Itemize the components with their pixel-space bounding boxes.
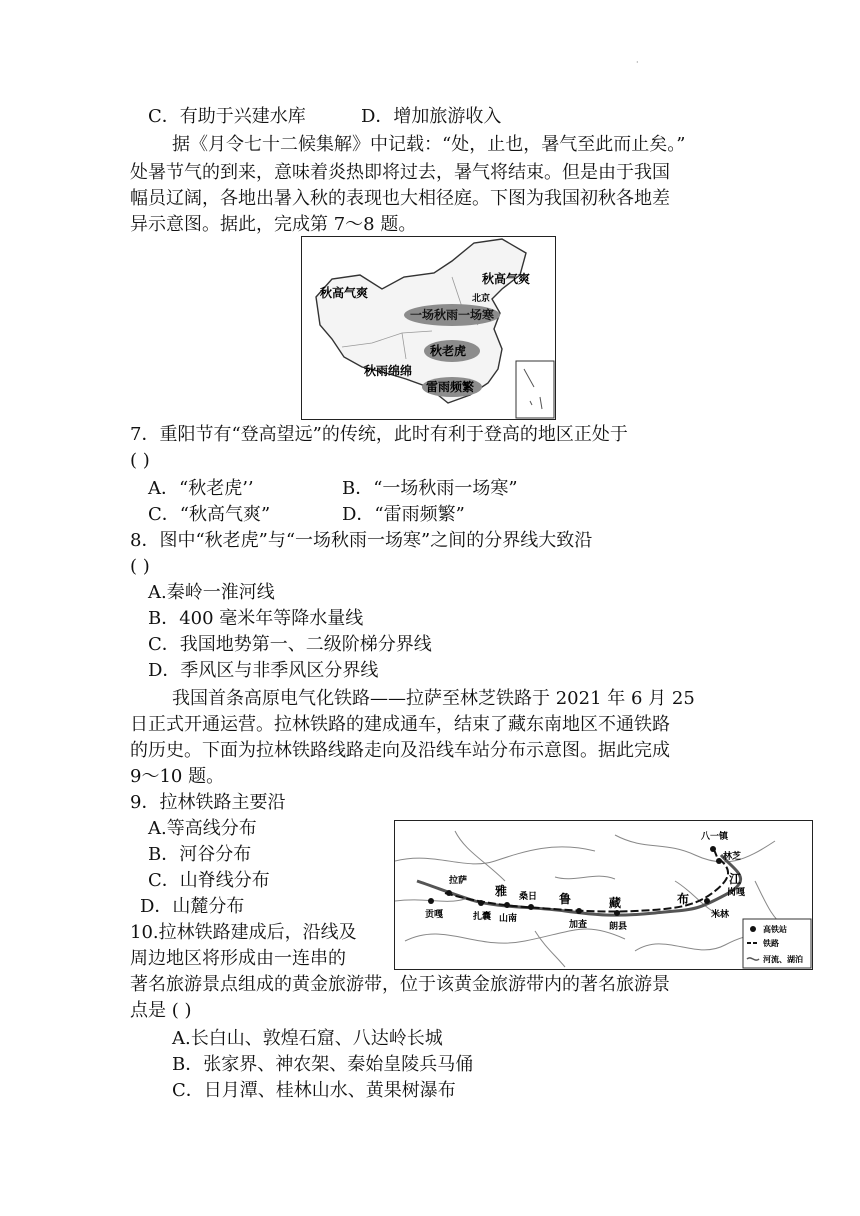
china-autumn-map (301, 236, 556, 420)
passage2-line: 9～10 题。 (130, 766, 225, 787)
q10-option-a: A.长白山、敦煌石窟、八达岭长城 (172, 1028, 443, 1049)
station-sangri: 桑日 (519, 892, 538, 902)
q9-option-c: C．山脊线分布 (148, 870, 270, 891)
label-lei-yu-pin-fan: 雷雨频繁 (426, 380, 475, 394)
q10-stem: 著名旅游景点组成的黄金旅游带，位于该黄金旅游带内的著名旅游景 (130, 974, 670, 995)
river-char-bu: 布 (677, 892, 690, 906)
q7-option-c: C．“秋高气爽” (148, 504, 271, 525)
q7-option-b: B．“一场秋雨一场寒” (342, 478, 518, 499)
q8-option-d: D．季风区与非季风区分界线 (148, 660, 379, 681)
label-beijing: 北京 (472, 294, 491, 304)
q7-stem: 7．重阳节有“登高望远”的传统，此时有利于登高的地区正处于 (130, 424, 628, 445)
station-jiacha: 加查 (569, 920, 588, 930)
q10-stem: 周边地区将形成由一连串的 (130, 948, 346, 969)
station-bayizhen: 八一镇 (701, 832, 729, 842)
station-linzhi: 林芝 (723, 852, 742, 862)
label-qiu-yu-mian-mian: 秋雨绵绵 (364, 364, 413, 378)
q7-option-d: D．“雷雨频繁” (342, 504, 465, 525)
label-yi-chang-qiu-yu: 一场秋雨一场寒 (410, 308, 495, 322)
river-char-jiang: 江 (729, 872, 742, 886)
q9-option-b: B．河谷分布 (148, 844, 252, 865)
page-mark: · (636, 58, 639, 67)
station-langxian: 朗县 (609, 922, 628, 932)
q8-option-b: B．400 毫米年等降水量线 (148, 608, 364, 629)
station-lasa: 拉萨 (449, 876, 468, 886)
q8-stem: 8．图中“秋老虎”与“一场秋雨一场寒”之间的分界线大致沿 (130, 530, 593, 551)
passage2-line: 日正式开通运营。拉林铁路的建成通车，结束了藏东南地区不通铁路 (130, 714, 670, 735)
label-gangga: 岗嘎 (727, 888, 746, 898)
q10-stem: 10.拉林铁路建成后，沿线及 (130, 922, 357, 943)
label-qiu-lao-hu: 秋老虎 (430, 344, 467, 358)
legend-station: 高铁站 (763, 925, 787, 934)
station-gongga: 贡嘎 (425, 910, 444, 920)
river-char-zang: 藏 (609, 896, 622, 910)
q6-option-d: D．增加旅游收入 (361, 106, 502, 127)
q9-stem: 9．拉林铁路主要沿 (130, 792, 286, 813)
q10-option-b: B．张家界、神农架、秦始皇陵兵马俑 (172, 1054, 474, 1075)
river-char-lu: 鲁 (559, 892, 572, 906)
q9-option-a: A.等高线分布 (148, 818, 257, 839)
passage1-line: 据《月令七十二候集解》中记载：“处，止也，暑气至此而止矣。” (172, 134, 686, 155)
passage2-line: 的历史。下面为拉林铁路线路走向及沿线车站分布示意图。据此完成 (130, 740, 670, 761)
q7-option-a: A．“秋老虎’’ (148, 478, 254, 499)
q10-option-c: C．日月潭、桂林山水、黄果树瀑布 (172, 1080, 456, 1101)
q8-paren: ( ) (130, 556, 150, 577)
q8-option-c: C．我国地势第一、二级阶梯分界线 (148, 634, 432, 655)
q8-option-a: A.秦岭一淮河线 (148, 582, 275, 603)
passage1-line: 幅员辽阔，各地出暑入秋的表现也大相径庭。下图为我国初秋各地差 (130, 188, 670, 209)
q6-option-c: C．有助于兴建水库 (148, 106, 306, 127)
station-zhanang: 扎囊 (473, 912, 492, 922)
passage1-line: 异示意图。据此，完成第 7～8 题。 (130, 214, 417, 235)
q9-option-d: D．山麓分布 (140, 896, 245, 917)
legend-river: 河流、湖泊 (763, 955, 803, 964)
passage1-line: 处暑节气的到来，意味着炎热即将过去，暑气将结束。但是由于我国 (130, 162, 670, 183)
station-milin: 米林 (711, 910, 730, 920)
lalin-railway-map (394, 820, 813, 970)
station-shannan: 山南 (499, 914, 518, 924)
map2-legend (743, 919, 811, 968)
south-sea-inset (516, 361, 554, 418)
label-qiu-gao-qi-shuang-ne: 秋高气爽 (482, 272, 531, 286)
legend-railway: 铁路 (763, 939, 779, 948)
q7-paren: ( ) (130, 450, 150, 471)
label-qiu-gao-qi-shuang-west: 秋高气爽 (320, 286, 369, 300)
river-char-ya: 雅 (495, 884, 508, 898)
passage2-line: 我国首条高原电气化铁路——拉萨至林芝铁路于 2021 年 6 月 25 (172, 688, 695, 709)
q10-stem: 点是 ( ) (130, 1000, 192, 1021)
